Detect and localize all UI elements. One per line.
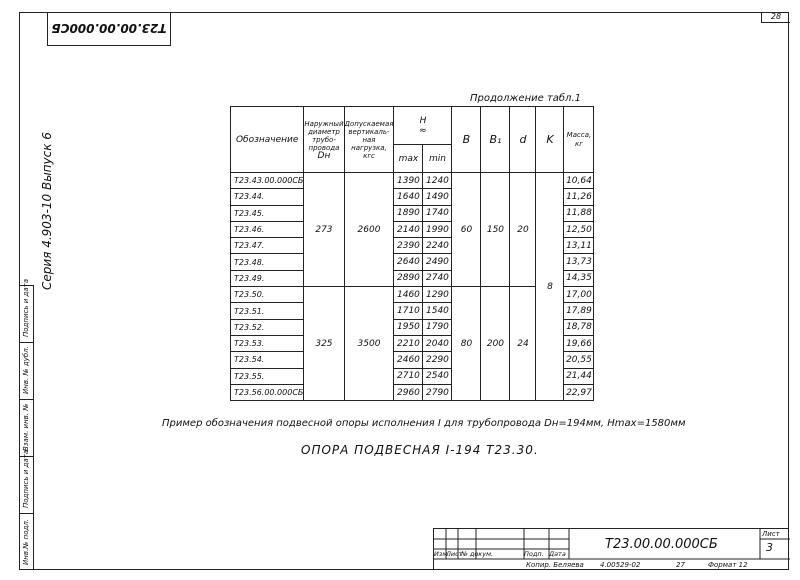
order-example: ОПОРА ПОДВЕСНАЯ I-194 Т23.30. [301,443,539,457]
cell-mass: 11,26 [564,189,594,205]
cell-mass: 11,88 [564,205,594,221]
cell-mass: 21,44 [564,368,594,384]
cell-mass: 19,66 [564,335,594,351]
designation-note: Пример обозначения подвесной опоры исполнения I для трубопровода Dн=194мм, Hmax=1580мм [162,418,686,429]
cell-hmax: 2710 [394,368,423,384]
cell-designation: Т23.54. [231,352,304,368]
header-mass: Масса, кг [564,107,594,173]
cell-hmin: 1290 [423,287,452,303]
cell-designation: Т23.46. [231,221,304,237]
cell-hmin: 2790 [423,384,452,400]
cell-designation: Т23.50. [231,287,304,303]
cell-mass: 13,11 [564,238,594,254]
header-h: H ≈ [394,107,452,145]
cell-designation: Т23.56.00.000СБ [231,384,304,400]
cell-hmin: 2040 [423,335,452,351]
strip-cell-1: Подпись и дата [22,279,30,337]
cell-b1: 200 [481,287,510,401]
cell-designation: Т23.43.00.000СБ [231,173,304,189]
cell-hmin: 2540 [423,368,452,384]
cell-load: 2600 [344,173,394,287]
cell-designation: Т23.55. [231,368,304,384]
left-approval-strip [19,279,34,570]
cell-hmin: 2740 [423,270,452,286]
cell-k: 8 [536,173,564,401]
cell-mass: 12,50 [564,221,594,237]
series-label: Серия 4.903-10 Выпуск 6 [40,132,54,290]
cell-mass: 13,73 [564,254,594,270]
strip-cell-4: Подпись и дата [22,450,30,508]
header-b: B [452,107,481,173]
cell-mass: 14,35 [564,270,594,286]
header-hmax: max [394,145,423,173]
title-col-sheet: Лист [446,550,463,558]
title-col-date: Дата [549,550,566,558]
inverted-stamp [47,12,171,46]
header-designation: Обозначение [231,107,304,173]
cell-dn: 325 [304,287,344,401]
cell-hmin: 1740 [423,205,452,221]
cell-hmin: 1240 [423,173,452,189]
cell-b: 80 [452,287,481,401]
title-col-change: Изм. [434,550,450,558]
title-block-sheet-label: Лист [762,530,780,538]
cell-designation: Т23.53. [231,335,304,351]
cell-designation: Т23.52. [231,319,304,335]
cell-d: 24 [510,287,536,401]
strip-cell-5: Инв.№ подл. [22,518,30,565]
cell-mass: 17,89 [564,303,594,319]
format-label: Формат 12 [708,561,748,569]
cell-mass: 10,64 [564,173,594,189]
cell-hmax: 2460 [394,352,423,368]
cell-hmin: 2490 [423,254,452,270]
title-block-sheet-number: 3 [766,541,773,554]
table-row [231,173,594,189]
cell-hmax: 2390 [394,238,423,254]
header-k: K [536,107,564,173]
cell-hmax: 2210 [394,335,423,351]
cell-designation: Т23.48. [231,254,304,270]
title-col-sign: Подп. [524,550,544,558]
supports-table [230,106,594,401]
cell-mass: 17,00 [564,287,594,303]
cell-hmax: 1950 [394,319,423,335]
cell-hmax: 1710 [394,303,423,319]
cell-hmax: 1460 [394,287,423,303]
cell-hmin: 1540 [423,303,452,319]
cell-hmin: 1790 [423,319,452,335]
copied-by: Копир. Беляева [526,561,584,569]
cell-designation: Т23.47. [231,238,304,254]
top-sheet-number: 28 [761,12,790,23]
cell-d: 20 [510,173,536,287]
cell-designation: Т23.49. [231,270,304,286]
cell-mass: 20,55 [564,352,594,368]
header-b1: B₁ [481,107,510,173]
header-d: d [510,107,536,173]
header-allowed-load: Допускаемая вертикаль- ная нагрузка, кгс [344,107,394,173]
cell-hmin: 2290 [423,352,452,368]
strip-cell-3: Взам. инв. № [22,403,30,451]
cell-b: 60 [452,173,481,287]
header-hmin: min [423,145,452,173]
cell-b1: 150 [481,173,510,287]
stamp-code: Т23.00.00.000СБ [51,21,167,36]
cell-hmin: 1990 [423,221,452,237]
strip-cell-2: Инв. № дубл. [22,346,30,394]
cell-hmax: 1890 [394,205,423,221]
cell-hmin: 2240 [423,238,452,254]
cell-load: 3500 [344,287,394,401]
header-outer-diameter: Наружный диаметр трубо- провода Dн [304,107,344,173]
cell-hmax: 2890 [394,270,423,286]
cell-designation: Т23.44. [231,189,304,205]
doc-number: 4.00529-02 [600,561,641,569]
extra-number: 27 [676,561,685,569]
cell-hmax: 1390 [394,173,423,189]
cell-designation: Т23.51. [231,303,304,319]
cell-hmax: 2140 [394,221,423,237]
cell-hmax: 1640 [394,189,423,205]
continuation-label: Продолжение табл.1 [470,93,581,104]
cell-hmax: 2640 [394,254,423,270]
cell-dn: 273 [304,173,344,287]
cell-hmin: 1490 [423,189,452,205]
cell-mass: 18,78 [564,319,594,335]
cell-mass: 22,97 [564,384,594,400]
cell-designation: Т23.45. [231,205,304,221]
title-block-code: Т23.00.00.000СБ [605,537,718,552]
title-col-doc: № докум. [461,550,494,558]
cell-hmax: 2960 [394,384,423,400]
